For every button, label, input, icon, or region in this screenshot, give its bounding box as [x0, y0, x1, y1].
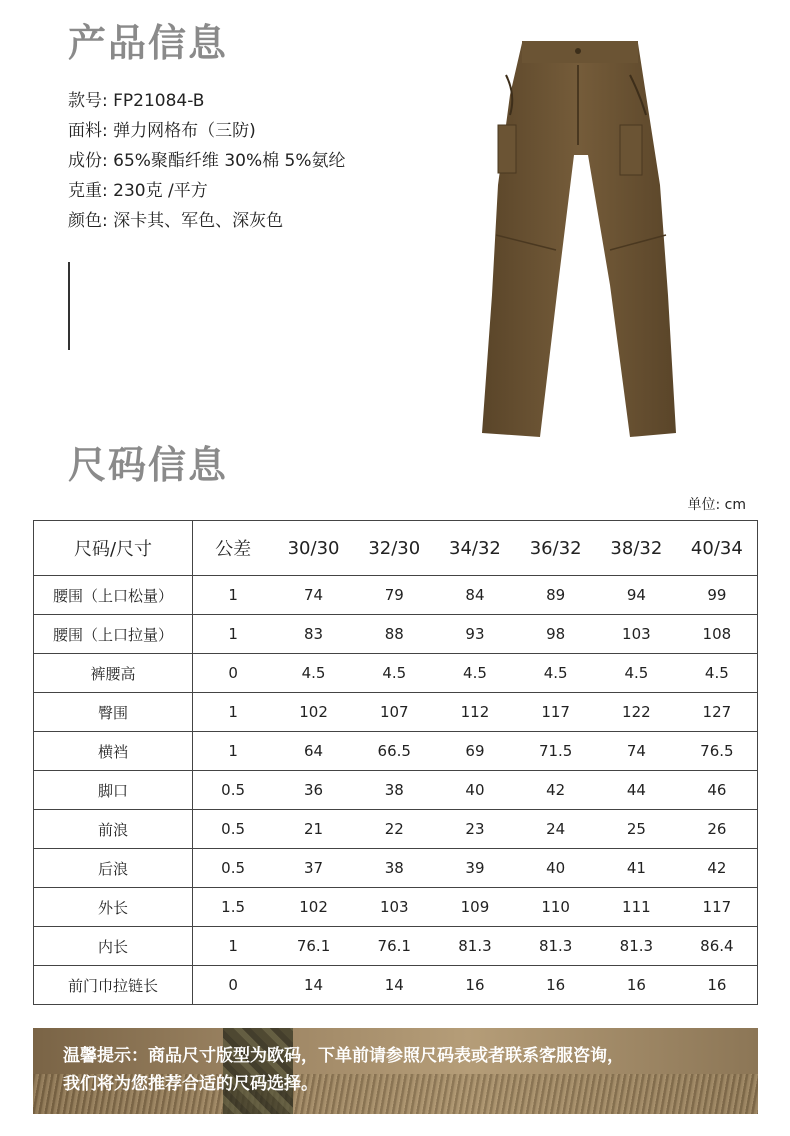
table-cell: 1	[193, 927, 274, 966]
table-row	[34, 732, 758, 771]
table-cell: 14	[273, 966, 354, 1005]
table-cell: 84	[435, 576, 516, 615]
spec-composition: 成份: 65%聚酯纤维 30%棉 5%氨纶	[68, 151, 346, 171]
table-cell: 117	[515, 693, 596, 732]
banner-text	[63, 1042, 624, 1098]
table-cell: 117	[677, 888, 758, 927]
row-label: 内长	[34, 927, 193, 966]
row-label: 腰围（上口松量）	[34, 576, 193, 615]
table-cell: 1	[193, 615, 274, 654]
table-cell: 69	[435, 732, 516, 771]
header-col: 36/32	[515, 521, 596, 576]
table-row	[34, 693, 758, 732]
table-cell: 74	[596, 732, 677, 771]
table-cell: 26	[677, 810, 758, 849]
spec-fabric: 面料: 弹力网格布（三防)	[68, 121, 256, 141]
table-row	[34, 771, 758, 810]
table-cell: 102	[273, 693, 354, 732]
table-cell: 16	[515, 966, 596, 1005]
table-cell: 111	[596, 888, 677, 927]
decorative-divider	[68, 262, 70, 350]
table-cell: 42	[677, 849, 758, 888]
table-cell: 25	[596, 810, 677, 849]
tip-banner	[33, 1028, 758, 1114]
table-cell: 94	[596, 576, 677, 615]
spec-style-number: 款号: FP21084-B	[68, 91, 205, 111]
table-row	[34, 654, 758, 693]
table-cell: 110	[515, 888, 596, 927]
table-cell: 16	[435, 966, 516, 1005]
table-cell: 79	[354, 576, 435, 615]
table-cell: 76.1	[354, 927, 435, 966]
table-header-row	[34, 521, 758, 576]
table-cell: 107	[354, 693, 435, 732]
table-cell: 103	[354, 888, 435, 927]
header-col: 30/30	[273, 521, 354, 576]
spec-list	[68, 86, 345, 236]
table-cell: 4.5	[354, 654, 435, 693]
table-cell: 66.5	[354, 732, 435, 771]
header-col: 32/30	[354, 521, 435, 576]
table-row	[34, 849, 758, 888]
table-cell: 36	[273, 771, 354, 810]
table-cell: 1	[193, 576, 274, 615]
table-cell: 76.1	[273, 927, 354, 966]
table-cell: 4.5	[273, 654, 354, 693]
table-cell: 112	[435, 693, 516, 732]
table-cell: 4.5	[677, 654, 758, 693]
table-cell: 0	[193, 654, 274, 693]
table-cell: 122	[596, 693, 677, 732]
table-cell: 86.4	[677, 927, 758, 966]
pants-product-image	[470, 35, 690, 445]
table-cell: 4.5	[515, 654, 596, 693]
table-cell: 83	[273, 615, 354, 654]
table-cell: 81.3	[596, 927, 677, 966]
table-cell: 40	[435, 771, 516, 810]
table-cell: 0	[193, 966, 274, 1005]
header-col: 40/34	[677, 521, 758, 576]
table-row	[34, 966, 758, 1005]
table-cell: 44	[596, 771, 677, 810]
row-label: 后浪	[34, 849, 193, 888]
table-cell: 99	[677, 576, 758, 615]
table-cell: 1	[193, 732, 274, 771]
table-cell: 0.5	[193, 810, 274, 849]
table-cell: 37	[273, 849, 354, 888]
spec-weight: 克重: 230克 /平方	[68, 181, 208, 201]
table-cell: 109	[435, 888, 516, 927]
table-cell: 64	[273, 732, 354, 771]
table-cell: 127	[677, 693, 758, 732]
unit-label: 单位: cm	[687, 497, 746, 513]
table-cell: 89	[515, 576, 596, 615]
banner-line-1: 温馨提示：商品尺寸版型为欧码，下单前请参照尺码表或者联系客服咨询，	[63, 1046, 624, 1066]
table-cell: 23	[435, 810, 516, 849]
table-cell: 1.5	[193, 888, 274, 927]
table-cell: 16	[596, 966, 677, 1005]
row-label: 外长	[34, 888, 193, 927]
table-cell: 0.5	[193, 849, 274, 888]
header-tolerance: 公差	[193, 521, 274, 576]
spec-colors: 颜色: 深卡其、军色、深灰色	[68, 211, 284, 231]
table-cell: 42	[515, 771, 596, 810]
row-label: 脚口	[34, 771, 193, 810]
table-cell: 1	[193, 693, 274, 732]
table-cell: 76.5	[677, 732, 758, 771]
row-label: 横裆	[34, 732, 193, 771]
table-cell: 40	[515, 849, 596, 888]
size-table	[33, 520, 758, 1005]
table-cell: 88	[354, 615, 435, 654]
table-row	[34, 615, 758, 654]
table-row	[34, 888, 758, 927]
table-cell: 81.3	[515, 927, 596, 966]
table-cell: 4.5	[596, 654, 677, 693]
table-cell: 98	[515, 615, 596, 654]
row-label: 裤腰高	[34, 654, 193, 693]
table-cell: 103	[596, 615, 677, 654]
header-col: 38/32	[596, 521, 677, 576]
table-cell: 46	[677, 771, 758, 810]
table-row	[34, 576, 758, 615]
table-cell: 24	[515, 810, 596, 849]
table-cell: 41	[596, 849, 677, 888]
table-cell: 38	[354, 849, 435, 888]
table-cell: 38	[354, 771, 435, 810]
header-size: 尺码/尺寸	[34, 521, 193, 576]
table-cell: 0.5	[193, 771, 274, 810]
table-row	[34, 927, 758, 966]
size-info-title: 尺码信息	[68, 443, 229, 487]
row-label: 腰围（上口拉量）	[34, 615, 193, 654]
table-cell: 16	[677, 966, 758, 1005]
table-cell: 14	[354, 966, 435, 1005]
table-cell: 39	[435, 849, 516, 888]
table-cell: 81.3	[435, 927, 516, 966]
banner-line-2: 我们将为您推荐合适的尺码选择。	[63, 1074, 318, 1094]
table-cell: 71.5	[515, 732, 596, 771]
table-cell: 102	[273, 888, 354, 927]
table-row	[34, 810, 758, 849]
row-label: 前门巾拉链长	[34, 966, 193, 1005]
table-cell: 93	[435, 615, 516, 654]
row-label: 前浪	[34, 810, 193, 849]
table-cell: 22	[354, 810, 435, 849]
product-info-title: 产品信息	[68, 21, 229, 65]
row-label: 臀围	[34, 693, 193, 732]
table-cell: 74	[273, 576, 354, 615]
table-cell: 4.5	[435, 654, 516, 693]
table-cell: 21	[273, 810, 354, 849]
table-cell: 108	[677, 615, 758, 654]
header-col: 34/32	[435, 521, 516, 576]
